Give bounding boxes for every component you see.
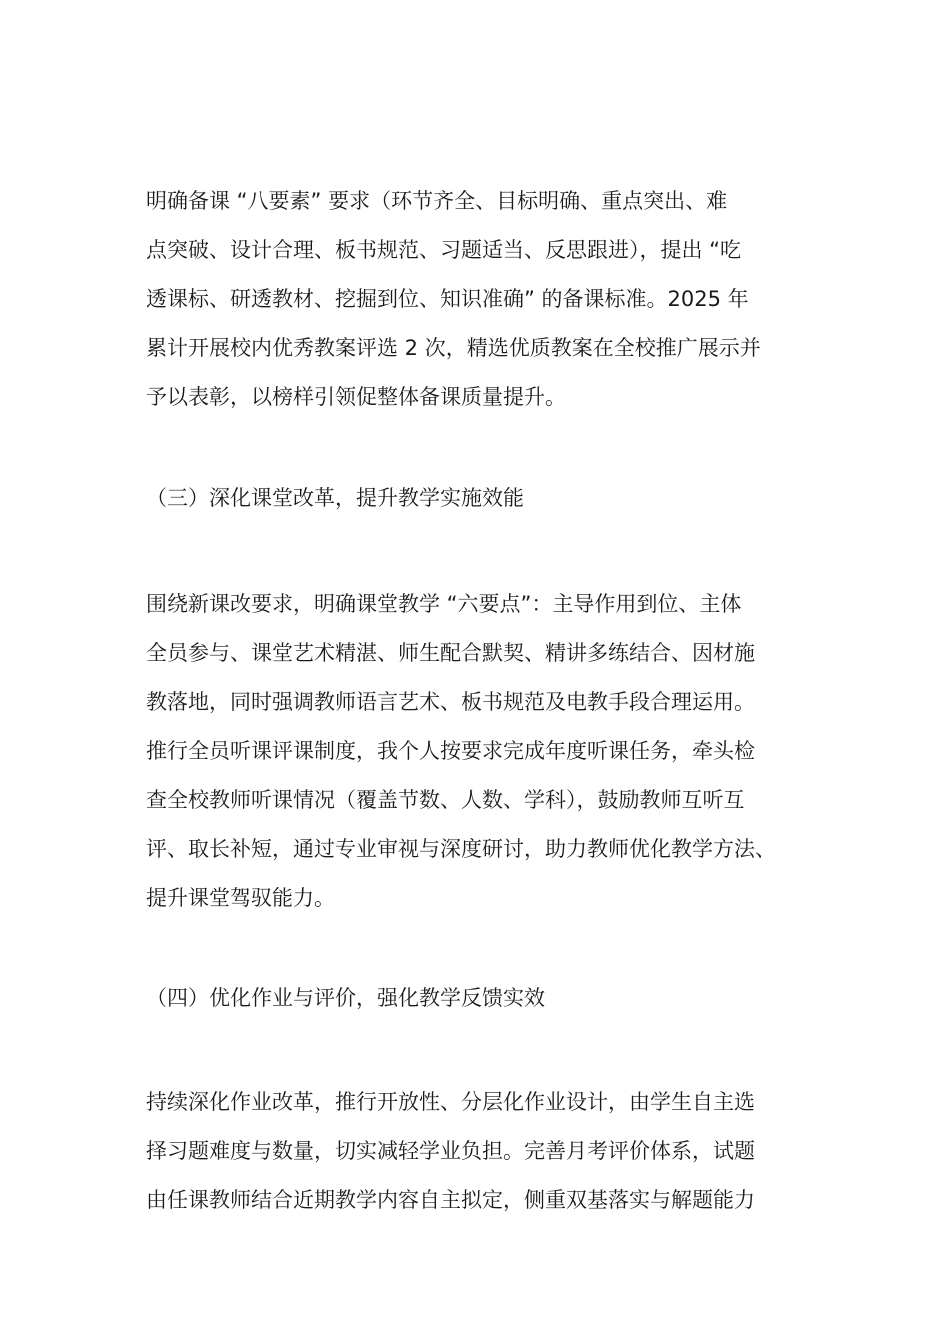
paragraph-homework-evaluation xyxy=(146,1078,826,1225)
text-line: 点突破、设计合理、板书规范、习题适当、反思跟进），提出 “吃 xyxy=(146,238,742,262)
paragraph-classroom-reform xyxy=(146,580,826,923)
text-line: 推行全员听课评课制度，我个人按要求完成年度听课任务，牵头检 xyxy=(146,739,755,763)
text-line: 予以表彰，以榜样引领促整体备课质量提升。 xyxy=(146,385,566,409)
text-line: 持续深化作业改革，推行开放性、分层化作业设计，由学生自主选 xyxy=(146,1090,755,1114)
text-line: 评、取长补短，通过专业审视与深度研讨，助力教师优化教学方法、 xyxy=(146,837,776,861)
text-line: 围绕新课改要求，明确课堂教学 “六要点”：主导作用到位、主体 xyxy=(146,592,742,616)
text-line: 提升课堂驾驭能力。 xyxy=(146,886,335,910)
section-heading-4: （四）优化作业与评价，强化教学反馈实效 xyxy=(146,986,545,1010)
section-heading-3: （三）深化课堂改革，提升教学实施效能 xyxy=(146,486,524,510)
text-line: 择习题难度与数量，切实减轻学业负担。完善月考评价体系，试题 xyxy=(146,1139,755,1163)
text-line: 透课标、研透教材、挖掘到位、知识准确” 的备课标准。2025 年 xyxy=(146,287,749,311)
paragraph-lesson-preparation xyxy=(146,177,826,422)
text-line: 全员参与、课堂艺术精湛、师生配合默契、精讲多练结合、因材施 xyxy=(146,641,755,665)
text-line: 累计开展校内优秀教案评选 2 次，精选优质教案在全校推广展示并 xyxy=(146,336,761,360)
text-line: 明确备课 “八要素” 要求（环节齐全、目标明确、重点突出、难 xyxy=(146,189,728,213)
text-line: 由任课教师结合近期教学内容自主拟定，侧重双基落实与解题能力 xyxy=(146,1188,755,1212)
text-line: 查全校教师听课情况（覆盖节数、人数、学科），鼓励教师互听互 xyxy=(146,788,745,812)
text-line: 教落地，同时强调教师语言艺术、板书规范及电教手段合理运用。 xyxy=(146,690,755,714)
